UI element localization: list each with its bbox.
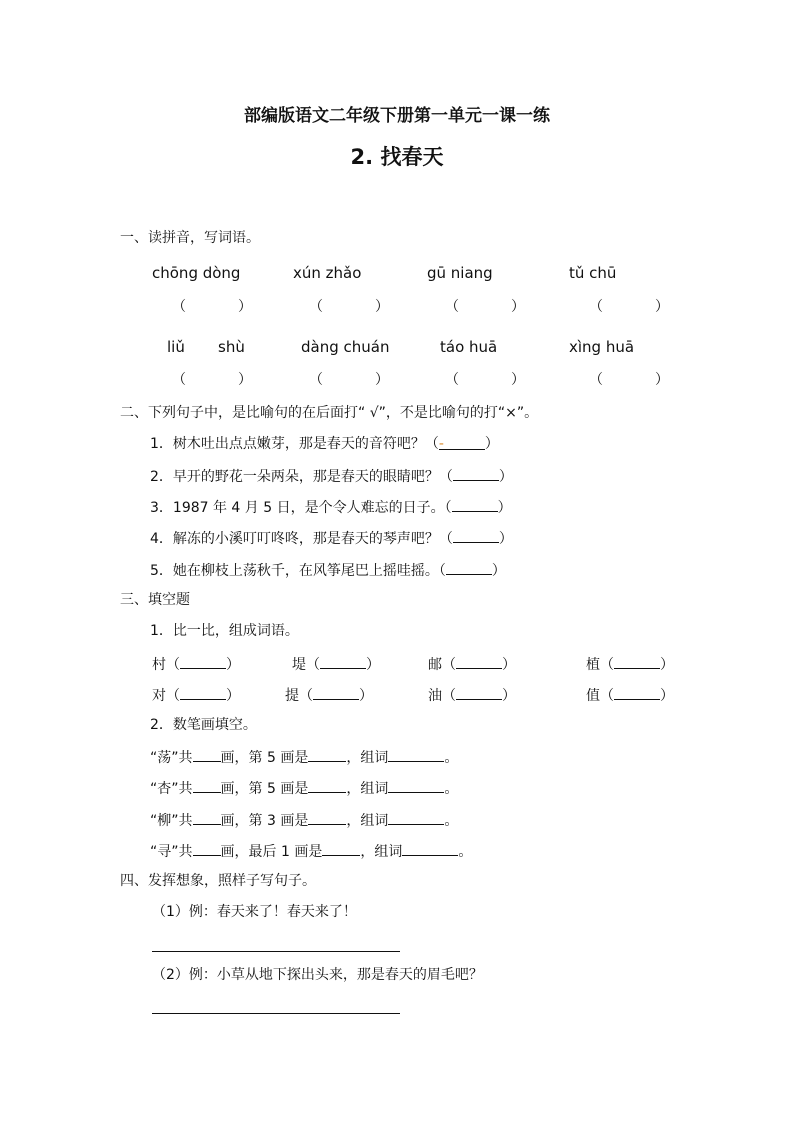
judge-item-1: 1．树木吐出点点嫩芽，那是春天的音符吧？（- ） xyxy=(150,436,499,452)
judge-item-4: 4．解冻的小溪叮叮咚咚，那是春天的琴声吧？（ ） xyxy=(150,531,513,547)
pinyin-shu: shù xyxy=(218,338,245,356)
answer-box-open: （ xyxy=(172,299,186,315)
answer-line-2 xyxy=(152,1013,400,1014)
answer-box-open: （ xyxy=(309,372,323,388)
lesson-title: 2. 找春天 xyxy=(350,145,444,169)
answer-box-close: ） xyxy=(375,372,389,388)
compare-word-8: 值（ ） xyxy=(586,688,674,704)
answer-box-close: ） xyxy=(375,299,389,315)
answer-box-open: （ xyxy=(309,299,323,315)
stroke-item-4: “寻”共 画，最后 1 画是 ，组词 。 xyxy=(150,844,473,860)
answer-box-close: ） xyxy=(238,372,252,388)
pinyin-xun-zhao: xún zhǎo xyxy=(293,264,362,282)
answer-box-close: ） xyxy=(238,299,252,315)
page-title: 部编版语文二年级下册第一单元一课一练 xyxy=(244,106,550,126)
answer-mark: - xyxy=(438,436,444,452)
compare-subheading: 1．比一比，组成词语。 xyxy=(150,623,299,639)
compare-word-6: 提（ ） xyxy=(285,688,373,704)
pinyin-xing-hua: xìng huā xyxy=(569,338,635,356)
answer-line-1 xyxy=(152,951,400,952)
compare-word-2: 堤（ ） xyxy=(292,657,380,673)
pinyin-liu: liǔ xyxy=(167,338,185,356)
judge-item-2: 2．早开的野花一朵两朵，那是春天的眼睛吧？（ ） xyxy=(150,469,513,485)
example-sentence-1: （1）例：春天来了！春天来了！ xyxy=(152,904,357,920)
section-3-heading: 三、填空题 xyxy=(120,592,190,608)
stroke-subheading: 2．数笔画填空。 xyxy=(150,717,257,733)
answer-box-open: （ xyxy=(589,372,603,388)
compare-word-3: 邮（ ） xyxy=(428,657,516,673)
judge-item-3: 3．1987 年 4 月 5 日，是个令人难忘的日子。（ ） xyxy=(150,500,512,516)
section-4-heading: 四、发挥想象，照样子写句子。 xyxy=(120,873,316,889)
answer-box-open: （ xyxy=(445,299,459,315)
pinyin-tu-chu: tǔ chū xyxy=(569,264,617,282)
pinyin-dang-chuan: dàng chuán xyxy=(301,338,390,356)
example-sentence-2: （2）例：小草从地下探出头来，那是春天的眉毛吧？ xyxy=(152,967,483,983)
answer-box-close: ） xyxy=(655,372,669,388)
answer-box-open: （ xyxy=(445,372,459,388)
answer-box-open: （ xyxy=(172,372,186,388)
judge-item-5: 5．她在柳枝上荡秋千，在风筝尾巴上摇哇摇。（ ） xyxy=(150,563,506,579)
pinyin-tao-hua: táo huā xyxy=(440,338,498,356)
compare-word-1: 村（ ） xyxy=(152,657,240,673)
section-1-heading: 一、读拼音，写词语。 xyxy=(120,230,260,246)
answer-box-open: （ xyxy=(589,299,603,315)
answer-box-close: ） xyxy=(511,372,525,388)
stroke-item-2: “杏”共 画，第 5 画是 ，组词 。 xyxy=(150,781,459,797)
compare-word-7: 油（ ） xyxy=(428,688,516,704)
pinyin-chong-dong: chōng dòng xyxy=(152,264,241,282)
stroke-item-3: “柳”共 画，第 3 画是 ，组词 。 xyxy=(150,813,459,829)
answer-box-close: ） xyxy=(511,299,525,315)
pinyin-gu-niang: gū niang xyxy=(427,264,493,282)
section-2-heading: 二、下列句子中，是比喻句的在后面打“ √”，不是比喻句的打“×”。 xyxy=(120,405,539,421)
compare-word-5: 对（ ） xyxy=(152,688,240,704)
compare-word-4: 植（ ） xyxy=(586,657,674,673)
stroke-item-1: “荡”共 画，第 5 画是 ，组词 。 xyxy=(150,750,459,766)
answer-box-close: ） xyxy=(655,299,669,315)
